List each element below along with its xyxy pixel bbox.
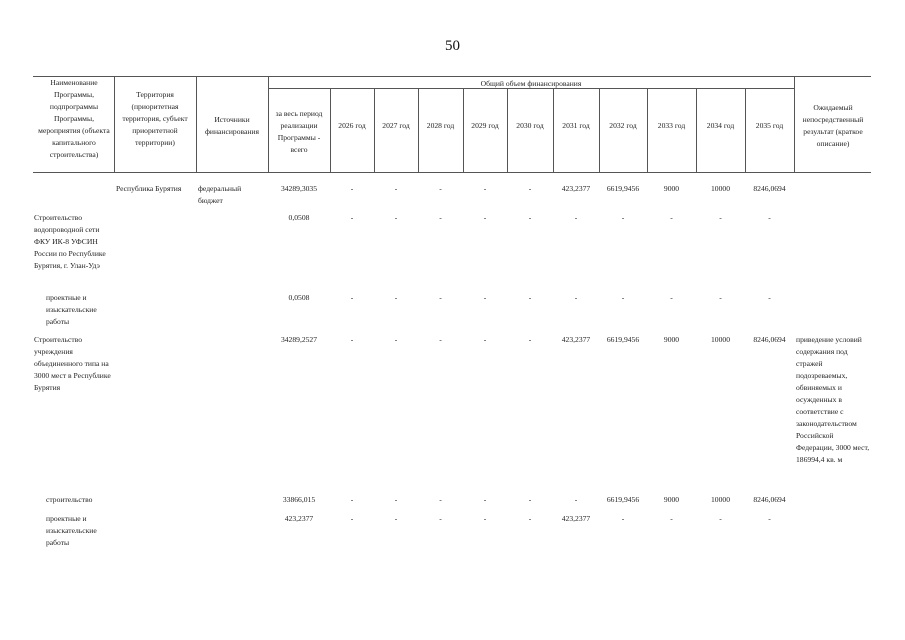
row-4-name: строительство: [46, 495, 93, 504]
row-0-total: 34289,3035: [280, 184, 318, 193]
header-divider-11: [647, 88, 648, 172]
row-4-y2035: 8246,0694: [753, 495, 786, 504]
header-divider-4: [330, 88, 331, 172]
row-5-name: проектные и изыскательские работы: [46, 514, 97, 547]
row-1-y2028: -: [439, 213, 442, 222]
row-2-y2033: -: [670, 293, 673, 302]
row-2-y2031: -: [574, 293, 578, 302]
row-3-y2029: -: [483, 335, 487, 344]
row-5-y2033: -: [670, 514, 673, 523]
row-3-y2031: 423,2377: [561, 335, 591, 344]
header-year-2033: 2033 год: [657, 121, 686, 130]
header-divider-9: [553, 88, 554, 172]
page-number: 50: [445, 38, 460, 54]
row-0-y2032: 6619,9456: [606, 184, 640, 193]
row-3-total: 34289,2527: [280, 335, 318, 344]
row-4-total: 33866,015: [282, 495, 316, 504]
row-1-y2033: -: [670, 213, 673, 222]
header-result: Ожидаемый непосредственный результат (краткое описание): [802, 103, 864, 148]
header-territory: Территория (приоритетная территория, субъект приоритетной территории): [122, 90, 188, 147]
header-total: за весь период реализации Программы - всего: [275, 109, 323, 154]
row-5-y2027: -: [394, 514, 398, 523]
row-3-y2028: -: [439, 335, 442, 344]
row-5-y2031: 423,2377: [561, 514, 591, 523]
header-divider-10: [599, 88, 600, 172]
header-divider-6: [418, 88, 419, 172]
header-divider-2: [196, 76, 197, 172]
row-5-y2026: -: [350, 514, 354, 523]
header-source: Источники финансирования: [205, 115, 259, 136]
row-4-y2031: -: [574, 495, 578, 504]
row-2-total: 0,0508: [288, 293, 310, 302]
row-4-y2027: -: [394, 495, 398, 504]
header-divider-5: [374, 88, 375, 172]
row-2-y2034: -: [719, 293, 722, 302]
header-divider-13: [745, 88, 746, 172]
row-0-territory: Республика Бурятия: [116, 184, 182, 193]
row-0-y2033: 9000: [663, 184, 680, 193]
row-2-y2027: -: [394, 293, 398, 302]
row-4-y2028: -: [439, 495, 442, 504]
row-2-y2026: -: [350, 293, 354, 302]
row-1-y2034: -: [719, 213, 722, 222]
header-year-2028: 2028 год: [426, 121, 455, 130]
header-year-2030: 2030 год: [516, 121, 544, 130]
header-year-2031: 2031 год: [562, 121, 590, 130]
header-divider-14: [794, 76, 795, 172]
row-5-y2029: -: [483, 514, 487, 523]
row-3-result: приведение условий содержания под стражей подозреваемых, обвиняемых и осужденных в соответствие с законодательством Российской Федерации, 3000 мест, 186994,4 кв. м: [796, 335, 870, 464]
header-group-title: Общий объем финансирования: [480, 79, 582, 88]
header-bottom-border: [33, 172, 871, 173]
header-divider-1: [114, 76, 115, 172]
row-5-y2032: -: [621, 514, 625, 523]
row-2-y2032: -: [621, 293, 625, 302]
row-2-name: проектные и изыскательские работы: [46, 293, 97, 326]
row-5-y2030: -: [528, 514, 532, 523]
header-year-2035: 2035 год: [755, 121, 784, 130]
row-0-y2027: -: [394, 184, 398, 193]
row-3-y2026: -: [350, 335, 354, 344]
row-0-y2035: 8246,0694: [753, 184, 786, 193]
row-0-y2030: -: [528, 184, 532, 193]
row-4-y2034: 10000: [711, 495, 730, 504]
row-1-total: 0,0508: [288, 213, 310, 222]
row-3-name: Строительство учреждения объединенного типа на 3000 мест в Республике Бурятия: [34, 335, 111, 392]
row-1-name: Строительство водопроводной сети ФКУ ИК-8 УФСИН России по Республике Бурятия, г. Улан-Удэ: [34, 213, 106, 270]
row-1-y2032: -: [621, 213, 625, 222]
header-year-2034: 2034 год: [706, 121, 735, 130]
row-3-y2034: 10000: [711, 335, 730, 344]
row-0-y2029: -: [483, 184, 487, 193]
row-2-y2028: -: [439, 293, 442, 302]
row-2-y2029: -: [483, 293, 487, 302]
row-5-y2035: -: [768, 514, 771, 523]
header-year-2027: 2027 год: [382, 121, 410, 130]
row-5-y2028: -: [439, 514, 442, 523]
row-5-y2034: -: [719, 514, 722, 523]
row-2-y2030: -: [528, 293, 532, 302]
row-0-y2026: -: [350, 184, 354, 193]
header-year-2029: 2029 год: [471, 121, 499, 130]
row-3-y2027: -: [394, 335, 398, 344]
row-3-y2035: 8246,0694: [753, 335, 786, 344]
row-3-y2030: -: [528, 335, 532, 344]
table-top-border: [33, 76, 871, 77]
header-divider-7: [463, 88, 464, 172]
row-4-y2032: 6619,9456: [606, 495, 640, 504]
row-1-y2035: -: [768, 213, 771, 222]
row-5-total: 423,2377: [284, 514, 314, 523]
row-4-y2026: -: [350, 495, 354, 504]
header-name: Наименование Программы, подпрограммы Программы, мероприятия (объекта капитального строительства): [38, 78, 110, 159]
row-4-y2029: -: [483, 495, 487, 504]
row-2-y2035: -: [768, 293, 771, 302]
row-1-y2031: -: [574, 213, 578, 222]
row-1-y2026: -: [350, 213, 354, 222]
row-1-y2029: -: [483, 213, 487, 222]
row-0-y2028: -: [439, 184, 442, 193]
row-3-y2033: 9000: [663, 335, 680, 344]
row-0-source: федеральный бюджет: [198, 184, 242, 205]
row-4-y2030: -: [528, 495, 532, 504]
row-1-y2027: -: [394, 213, 398, 222]
header-year-2032: 2032 год: [609, 121, 637, 130]
row-3-y2032: 6619,9456: [606, 335, 640, 344]
header-divider-12: [696, 88, 697, 172]
header-divider-3: [268, 76, 269, 172]
header-divider-8: [507, 88, 508, 172]
row-1-y2030: -: [528, 213, 532, 222]
row-0-y2034: 10000: [711, 184, 730, 193]
row-0-y2031: 423,2377: [561, 184, 591, 193]
header-year-2026: 2026 год: [338, 121, 366, 130]
row-4-y2033: 9000: [663, 495, 680, 504]
